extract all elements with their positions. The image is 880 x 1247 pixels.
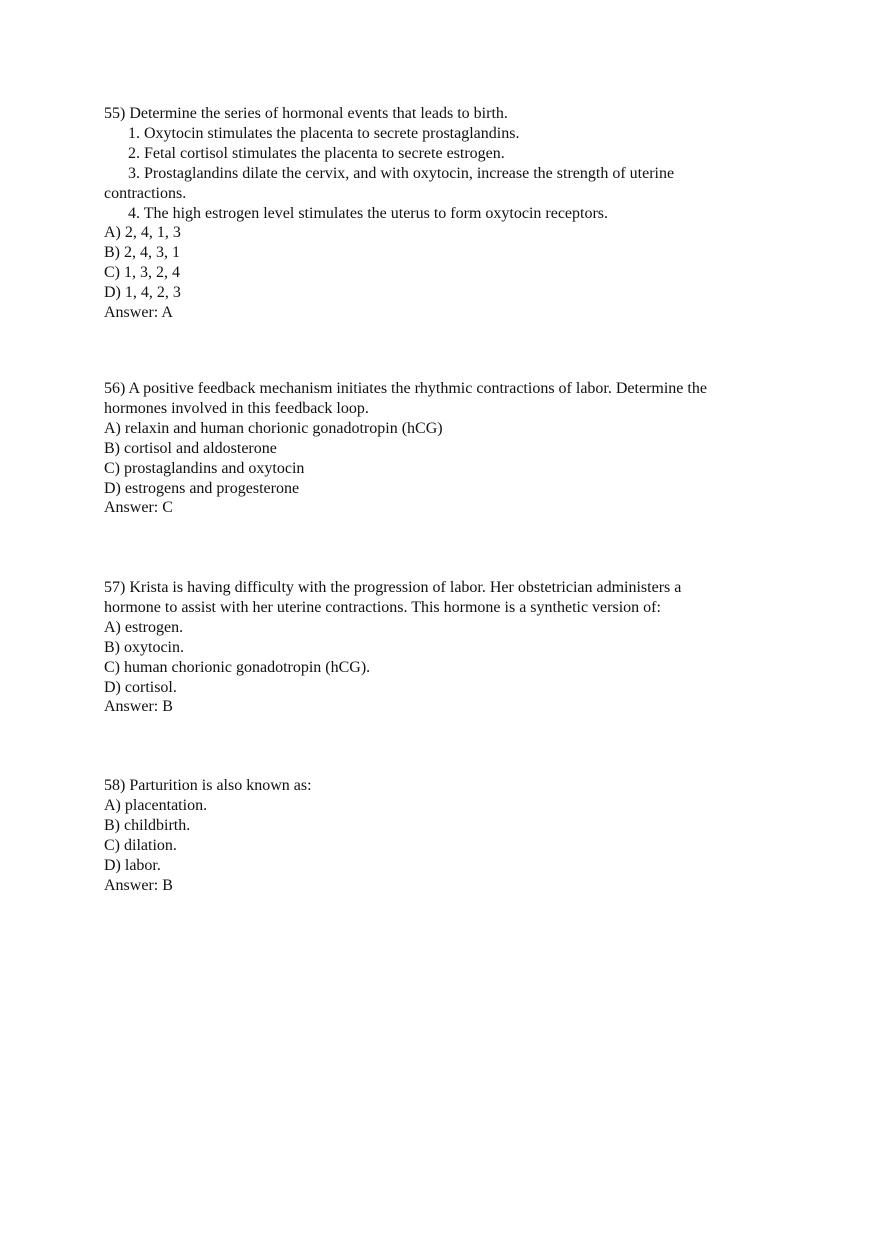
answer-option: D) 1, 4, 2, 3 [104,284,181,302]
question-stem: 58) Parturition is also known as: [104,777,312,794]
list-item: 1. Oxytocin stimulates the placenta to secrete prostaglandins. [128,124,520,142]
question-stem: 57) Krista is having difficulty with the progression of labor. Her obstetrician administers a [104,579,682,596]
answer-option: C) 1, 3, 2, 4 [104,264,180,282]
answer-key: Answer: B [104,876,173,894]
answer-option: B) oxytocin. [104,638,184,656]
question-stem: hormones involved in this feedback loop. [104,399,369,417]
answer-option: A) estrogen. [104,618,184,636]
question-57 [104,578,784,717]
question-stem: hormone to assist with her uterine contractions. This hormone is a synthetic version of: [104,598,661,616]
question-stem: 55) Determine the series of hormonal events that leads to birth. [104,105,508,122]
answer-option: B) cortisol and aldosterone [104,439,277,457]
question-stem: 56) A positive feedback mechanism initiates the rhythmic contractions of labor. Determine the [104,380,707,397]
answer-key: Answer: A [104,304,173,322]
answer-option: C) prostaglandins and oxytocin [104,459,305,477]
answer-key: Answer: C [104,499,173,517]
list-item-continuation: contractions. [104,184,187,202]
question-55 [104,104,784,323]
answer-option: A) 2, 4, 1, 3 [104,224,181,242]
question-58 [104,776,784,895]
answer-option: C) dilation. [104,836,177,854]
list-item: 4. The high estrogen level stimulates the uterus to form oxytocin receptors. [128,204,609,222]
answer-option: B) 2, 4, 3, 1 [104,244,180,262]
list-item: 2. Fetal cortisol stimulates the placenta to secrete estrogen. [128,144,505,162]
answer-option: B) childbirth. [104,816,191,834]
list-item: 3. Prostaglandins dilate the cervix, and with oxytocin, increase the strength of uterine [128,164,675,182]
answer-option: D) estrogens and progesterone [104,479,300,497]
answer-option: C) human chorionic gonadotropin (hCG). [104,658,371,676]
answer-option: D) cortisol. [104,678,177,696]
answer-option: A) placentation. [104,796,208,814]
question-56 [104,379,784,518]
answer-option: A) relaxin and human chorionic gonadotropin (hCG) [104,419,443,437]
answer-key: Answer: B [104,698,173,716]
answer-option: D) labor. [104,856,161,874]
